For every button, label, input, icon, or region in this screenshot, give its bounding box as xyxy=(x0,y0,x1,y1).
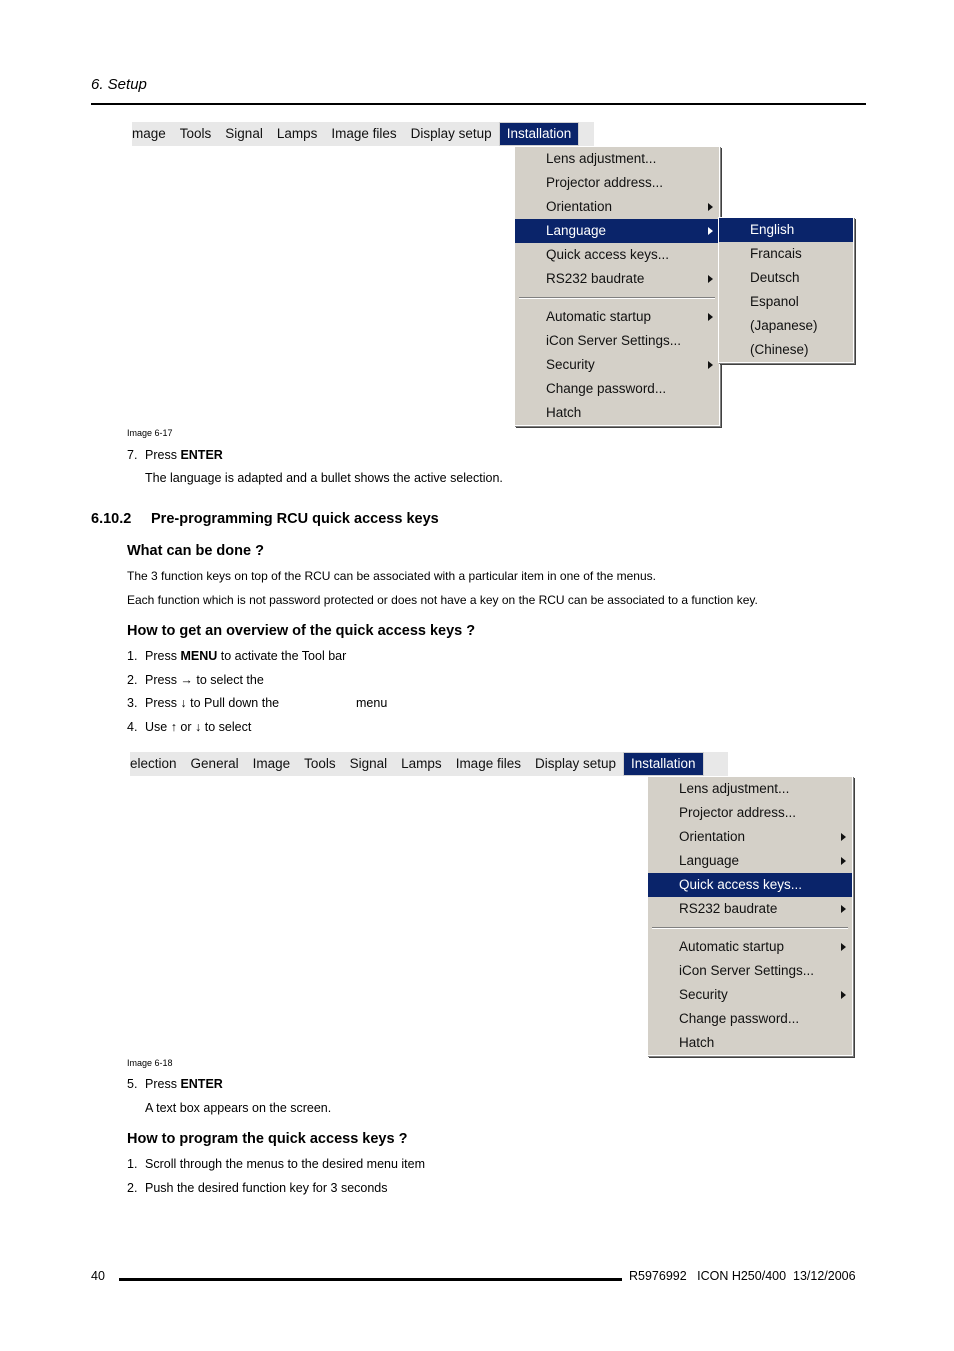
language-option-japanese[interactable]: (Japanese) xyxy=(750,318,818,333)
menu-item-language[interactable] xyxy=(515,219,719,243)
menubar-item-signal[interactable]: Signal xyxy=(349,756,388,771)
section-title: Pre-programming RCU quick access keys xyxy=(151,511,439,527)
section-number: 6.10.2 xyxy=(91,511,132,527)
menu-item-label: Automatic startup xyxy=(546,309,652,324)
menubar-item-selection[interactable]: election xyxy=(130,756,177,771)
what-heading: What can be done ? xyxy=(127,543,264,559)
step-text: Scroll through the menus to the desired menu item xyxy=(145,1157,426,1171)
submenu-arrow-icon xyxy=(841,857,846,865)
menubar-item-general[interactable]: General xyxy=(190,756,239,771)
step-text: Press xyxy=(145,649,181,663)
menubar-item-tools[interactable]: Tools xyxy=(179,126,212,141)
menu-item-label: Lens adjustment... xyxy=(679,781,790,796)
menu-item-label: RS232 baudrate xyxy=(546,271,645,286)
header-rule xyxy=(91,103,866,105)
figure-caption-6-17: Image 6-17 xyxy=(127,428,173,438)
submenu-arrow-icon xyxy=(841,943,846,951)
menubar-item-tools[interactable]: Tools xyxy=(304,756,336,771)
menubar-item-image-files[interactable]: Image files xyxy=(331,126,397,141)
submenu-arrow-icon xyxy=(708,313,713,321)
menu-item-label: Lens adjustment... xyxy=(546,151,657,166)
step-key: MENU xyxy=(180,649,218,663)
step-7 xyxy=(127,448,223,462)
step-number: 7. xyxy=(127,448,138,462)
language-option-francais[interactable]: Francais xyxy=(750,246,802,261)
language-option-espanol[interactable]: Espanol xyxy=(750,294,799,309)
menu-separator xyxy=(519,297,715,299)
figure-caption-6-18: Image 6-18 xyxy=(127,1058,173,1068)
step-text: Use ↑ or ↓ to select xyxy=(145,720,252,734)
submenu-arrow-icon xyxy=(708,227,713,235)
step-key: ENTER xyxy=(180,448,223,462)
step-number: 2. xyxy=(127,1181,138,1195)
menu-item-automatic-startup[interactable] xyxy=(648,935,852,959)
step-number: 1. xyxy=(127,1157,138,1171)
menubar-item-image[interactable]: mage xyxy=(132,126,166,141)
step-number: 1. xyxy=(127,649,138,663)
menu-item-quick-access-keys[interactable] xyxy=(515,243,719,267)
menu-item-icon-server-settings[interactable] xyxy=(515,329,719,353)
menubar-1 xyxy=(132,122,594,146)
menu-separator xyxy=(652,927,848,929)
step-5 xyxy=(127,1077,223,1091)
overview-step-3-end: menu xyxy=(356,696,388,710)
chapter-title: 6. Setup xyxy=(91,76,147,93)
menu-item-hatch[interactable] xyxy=(648,1031,852,1055)
menu-item-change-password[interactable] xyxy=(515,377,719,401)
menu-item-orientation[interactable] xyxy=(648,825,852,849)
menubar-item-lamps[interactable]: Lamps xyxy=(401,756,442,771)
menu-item-label: Security xyxy=(546,357,595,372)
submenu-arrow-icon xyxy=(841,833,846,841)
step-text: Press ↓ to Pull down the xyxy=(145,696,280,710)
menu-item-icon-server-settings[interactable] xyxy=(648,959,852,983)
program-step-2 xyxy=(127,1181,388,1195)
submenu-arrow-icon xyxy=(708,275,713,283)
footer-rule xyxy=(119,1278,622,1281)
menu-item-hatch[interactable] xyxy=(515,401,719,425)
submenu-arrow-icon xyxy=(841,905,846,913)
menu-item-security[interactable] xyxy=(648,983,852,1007)
step-7-description: The language is adapted and a bullet shows the active selection. xyxy=(145,471,503,485)
language-option-deutsch[interactable]: Deutsch xyxy=(750,270,800,285)
step-5-description: A text box appears on the screen. xyxy=(145,1101,332,1115)
menu-item-label: iCon Server Settings... xyxy=(679,963,815,978)
overview-step-4 xyxy=(127,720,251,734)
menubar-item-image-files[interactable]: Image files xyxy=(455,756,521,771)
menu-item-label: Change password... xyxy=(546,381,667,396)
menu-item-label: Orientation xyxy=(546,199,613,214)
menu-item-label: Quick access keys... xyxy=(546,247,670,262)
menu-item-label: Hatch xyxy=(679,1035,715,1050)
document-reference: R5976992 ICON H250/400 13/12/2006 xyxy=(629,1269,856,1283)
menu-item-label: Change password... xyxy=(679,1011,800,1026)
menu-item-label: Security xyxy=(679,987,728,1002)
step-key: ENTER xyxy=(180,1077,223,1091)
menu-item-label: Hatch xyxy=(546,405,582,420)
menubar-item-display-setup[interactable]: Display setup xyxy=(534,756,617,771)
menu-item-label: Language xyxy=(546,223,607,238)
menu-item-rs232-baudrate[interactable] xyxy=(648,897,852,921)
language-option-english[interactable]: English xyxy=(719,218,853,242)
submenu-arrow-icon xyxy=(841,991,846,999)
program-heading: How to program the quick access keys ? xyxy=(127,1131,408,1147)
overview-step-1 xyxy=(127,649,346,663)
submenu-arrow-icon xyxy=(708,203,713,211)
menu-item-lens-adjustment[interactable] xyxy=(648,777,852,801)
menu-item-rs232-baudrate[interactable] xyxy=(515,267,719,291)
menubar-item-installation[interactable]: Installation xyxy=(499,122,580,146)
menubar-item-lamps[interactable]: Lamps xyxy=(276,126,318,141)
menu-item-label: RS232 baudrate xyxy=(679,901,778,916)
what-paragraph-2: Each function which is not password protected or does not have a key on the RCU can be associated to a function key. xyxy=(127,593,758,607)
menu-item-automatic-startup[interactable] xyxy=(515,305,719,329)
menubar-item-image[interactable]: Image xyxy=(252,756,291,771)
menu-item-orientation[interactable] xyxy=(515,195,719,219)
menu-item-label: Projector address... xyxy=(546,175,664,190)
menu-item-quick-access-keys[interactable] xyxy=(648,873,852,897)
menu-item-label: Quick access keys... xyxy=(679,877,803,892)
step-text: Press xyxy=(145,448,181,462)
step-text-end: to activate the Tool bar xyxy=(217,649,347,663)
what-paragraph-1: The 3 function keys on top of the RCU can be associated with a particular item in one of the menus. xyxy=(127,569,656,583)
step-number: 3. xyxy=(127,696,138,710)
overview-heading: How to get an overview of the quick access keys ? xyxy=(127,623,476,639)
menu-item-lens-adjustment[interactable] xyxy=(515,147,719,171)
step-text: Press → to select the xyxy=(145,673,264,687)
menu-item-label: iCon Server Settings... xyxy=(546,333,682,348)
menu-item-change-password[interactable] xyxy=(648,1007,852,1031)
step-number: 4. xyxy=(127,720,138,734)
menu-item-projector-address[interactable] xyxy=(515,171,719,195)
program-step-1 xyxy=(127,1157,425,1171)
menu-item-label: Automatic startup xyxy=(679,939,785,954)
step-text: Push the desired function key for 3 seconds xyxy=(145,1181,388,1195)
overview-step-2 xyxy=(127,673,264,687)
step-number: 2. xyxy=(127,673,138,687)
menubar-item-signal[interactable]: Signal xyxy=(225,126,263,141)
menubar-2 xyxy=(130,752,728,776)
menu-item-label: Projector address... xyxy=(679,805,797,820)
menu-item-label: Language xyxy=(679,853,740,868)
language-option-chinese[interactable]: (Chinese) xyxy=(750,342,809,357)
menu-item-security[interactable] xyxy=(515,353,719,377)
installation-dropdown-2 xyxy=(647,776,853,1056)
menu-item-projector-address[interactable] xyxy=(648,801,852,825)
language-submenu xyxy=(718,217,854,363)
menu-item-label: Orientation xyxy=(679,829,746,844)
section-heading xyxy=(91,511,439,527)
step-text: Press xyxy=(145,1077,181,1091)
menubar-item-display-setup[interactable]: Display setup xyxy=(410,126,492,141)
overview-step-3 xyxy=(127,696,279,710)
submenu-arrow-icon xyxy=(708,361,713,369)
page-number: 40 xyxy=(91,1269,105,1283)
menubar-item-installation[interactable]: Installation xyxy=(623,752,704,776)
installation-dropdown-1 xyxy=(514,146,720,426)
menu-item-language[interactable] xyxy=(648,849,852,873)
step-number: 5. xyxy=(127,1077,138,1091)
